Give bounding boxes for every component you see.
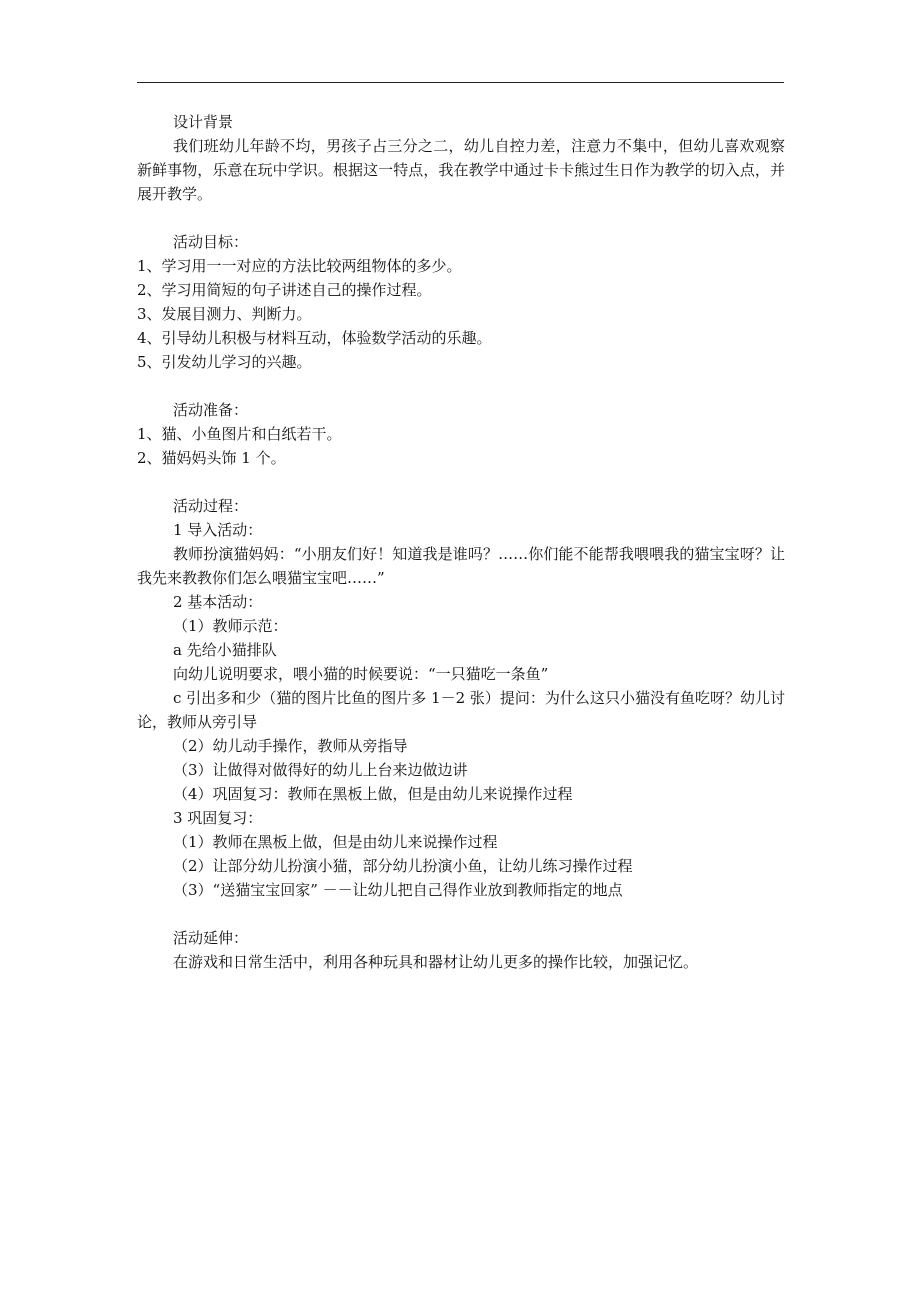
extension-heading: 活动延伸： [173,929,249,947]
process-step2-sub3: （3）让做得对做得好的幼儿上台来边做边讲 [173,761,468,779]
goal-item: 4、引导幼儿积极与材料互动，体验数学活动的乐趣。 [137,329,492,347]
process-step2-sub2: （2）幼儿动手操作，教师从旁指导 [173,737,408,755]
background-heading: 设计背景 [173,113,234,131]
document-body [137,110,785,974]
process-step2-title: 2 基本活动： [173,593,263,611]
background-paragraph: 我们班幼儿年龄不均，男孩子占三分之二，幼儿自控力差，注意力不集中，但幼儿喜欢观察新鲜事物，乐意在玩中学识。根据这一特点，我在教学中通过卡卡熊过生日作为教学的切入点，并展开教学。 [137,137,785,203]
process-step2-sub4: （4）巩固复习：教师在黑板上做，但是由幼儿来说操作过程 [173,785,573,803]
goal-item: 5、引发幼儿学习的兴趣。 [137,353,312,371]
prep-item: 2、猫妈妈头饰 1 个。 [137,449,286,467]
process-step3-item: （3）“送猫宝宝回家” －－让幼儿把自己得作业放到教师指定的地点 [173,881,623,899]
process-heading: 活动过程： [173,497,249,515]
process-step2-b: 向幼儿说明要求，喂小猫的时候要说：“一只猫吃一条鱼” [173,665,549,683]
process-step3-item: （2）让部分幼儿扮演小猫，部分幼儿扮演小鱼，让幼儿练习操作过程 [173,857,633,875]
process-step2-c: c 引出多和少（猫的图片比鱼的图片多 1－2 张）提问：为什么这只小猫没有鱼吃呀？幼儿讨论，教师从旁引导 [137,689,785,731]
goal-item: 2、学习用简短的句子讲述自己的操作过程。 [137,281,432,299]
prep-heading: 活动准备： [173,401,249,419]
prep-item: 1、猫、小鱼图片和白纸若干。 [137,425,342,443]
goals-heading: 活动目标： [173,233,249,251]
process-step3-item: （1）教师在黑板上做，但是由幼儿来说操作过程 [173,833,498,851]
header-rule [137,82,784,83]
extension-text: 在游戏和日常生活中，利用各种玩具和器材让幼儿更多的操作比较，加强记忆。 [173,953,699,971]
process-step2-a: a 先给小猫排队 [173,641,277,659]
process-step1-title: 1 导入活动： [173,521,263,539]
process-step1-text: 教师扮演猫妈妈：“小朋友们好！知道我是谁吗？……你们能不能帮我喂喂我的猫宝宝呀？让我先来教教你们怎么喂猫宝宝吧……” [137,545,785,587]
process-step2-sub1: （1）教师示范： [173,617,288,635]
goal-item: 3、发展目测力、判断力。 [137,305,312,323]
goal-item: 1、学习用一一对应的方法比较两组物体的多少。 [137,257,462,275]
process-step3-title: 3 巩固复习： [173,809,263,827]
